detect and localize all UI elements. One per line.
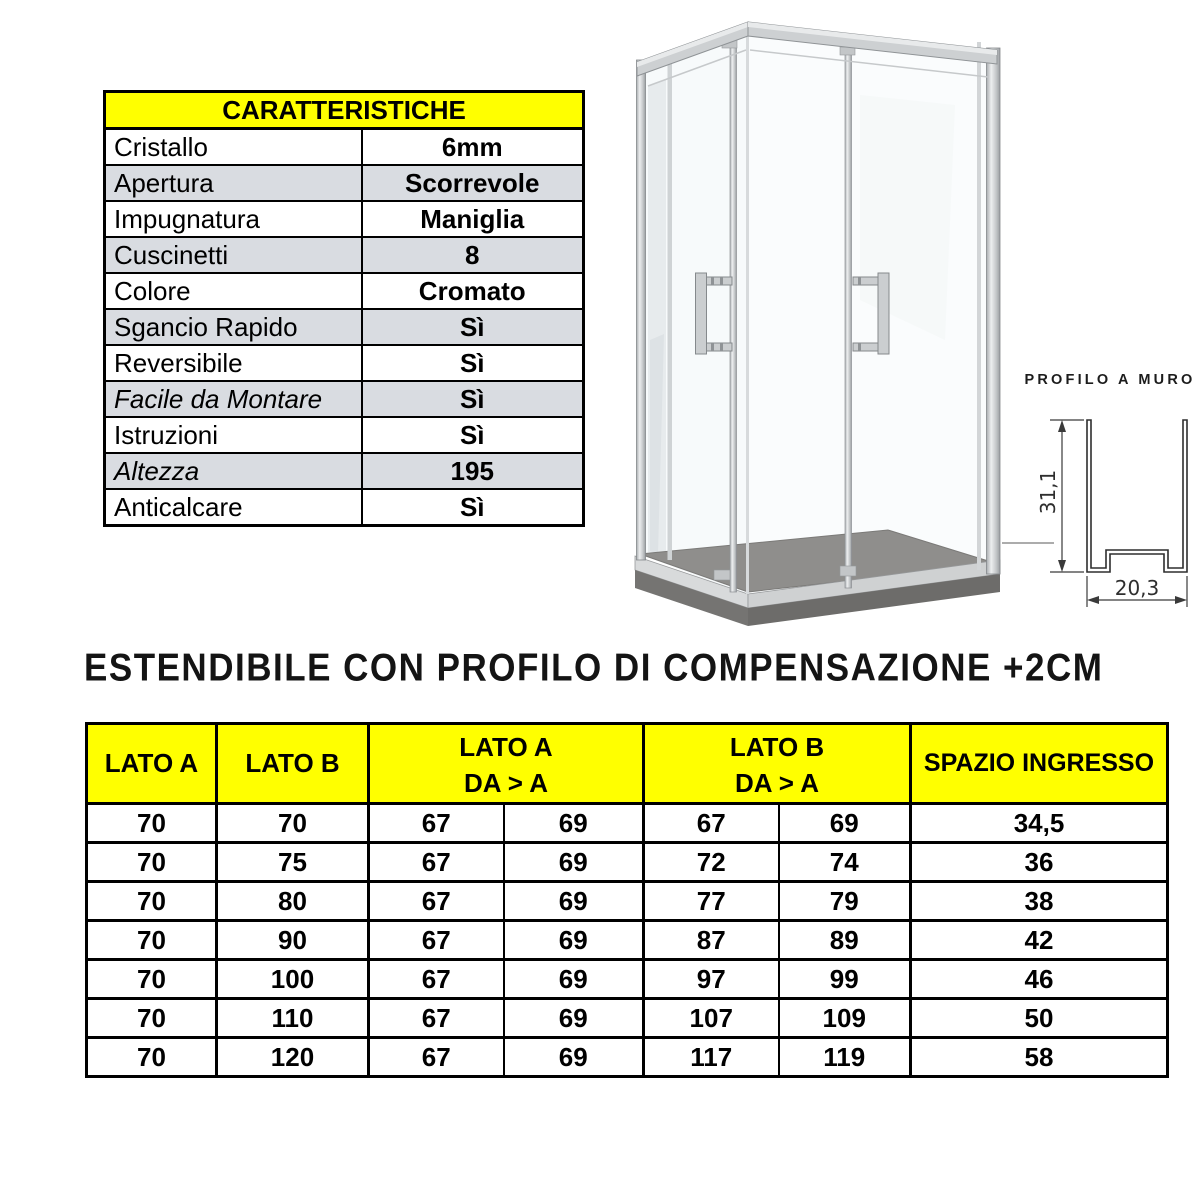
col-header-lato-a: LATO A <box>87 724 217 804</box>
width-dimension <box>1087 576 1187 607</box>
size-cell: 46 <box>911 960 1168 999</box>
col-header-line: LATO B <box>729 731 825 762</box>
spec-value: Sì <box>362 309 584 345</box>
size-cell: 70 <box>217 804 369 843</box>
size-cell: 100 <box>217 960 369 999</box>
height-dimension-value: 31,1 <box>1036 469 1060 515</box>
size-table-header-row <box>87 724 1168 804</box>
table-row <box>105 417 584 453</box>
spec-value: Scorrevole <box>362 165 584 201</box>
table-row <box>87 843 1168 882</box>
size-cell: 69 <box>504 804 644 843</box>
spec-label: Altezza <box>105 453 362 489</box>
table-row <box>105 273 584 309</box>
table-row <box>105 381 584 417</box>
col-header-lato-b: LATO B <box>217 724 369 804</box>
spec-label: Cuscinetti <box>105 237 362 273</box>
size-table <box>85 722 1169 1078</box>
size-cell: 75 <box>217 843 369 882</box>
size-cell: 36 <box>911 843 1168 882</box>
size-cell: 69 <box>504 1038 644 1077</box>
size-cell: 87 <box>644 921 779 960</box>
size-cell: 67 <box>644 804 779 843</box>
characteristics-table <box>103 90 585 527</box>
size-cell: 79 <box>779 882 911 921</box>
col-header-lato-a-range <box>369 724 644 804</box>
table-row <box>87 1038 1168 1077</box>
spec-label: Anticalcare <box>105 489 362 526</box>
size-cell: 70 <box>87 804 217 843</box>
spec-value: Sì <box>362 489 584 526</box>
size-cell: 70 <box>87 999 217 1038</box>
size-cell: 72 <box>644 843 779 882</box>
size-cell: 69 <box>504 882 644 921</box>
spec-value: 195 <box>362 453 584 489</box>
spec-label: Colore <box>105 273 362 309</box>
size-cell: 90 <box>217 921 369 960</box>
spec-label: Cristallo <box>105 129 362 166</box>
size-cell: 117 <box>644 1038 779 1077</box>
size-cell: 70 <box>87 1038 217 1077</box>
spec-label: Facile da Montare <box>105 381 362 417</box>
table-row <box>87 804 1168 843</box>
size-cell: 74 <box>779 843 911 882</box>
size-cell: 70 <box>87 921 217 960</box>
height-dimension <box>1036 420 1084 572</box>
size-cell: 38 <box>911 882 1168 921</box>
table-row <box>105 165 584 201</box>
col-header-line: LATO A <box>459 731 553 762</box>
spec-value: 6mm <box>362 129 584 166</box>
shower-enclosure-illustration <box>600 0 1200 645</box>
spec-label: Istruzioni <box>105 417 362 453</box>
profile-cross-section <box>1087 420 1187 572</box>
size-cell: 69 <box>779 804 911 843</box>
spec-value: Sì <box>362 381 584 417</box>
size-cell: 109 <box>779 999 911 1038</box>
table-row <box>87 921 1168 960</box>
size-cell: 97 <box>644 960 779 999</box>
size-cell: 70 <box>87 843 217 882</box>
col-header-lato-b-range <box>644 724 911 804</box>
table-row <box>105 453 584 489</box>
spec-value: Cromato <box>362 273 584 309</box>
table-row <box>105 237 584 273</box>
extension-heading: ESTENDIBILE CON PROFILO DI COMPENSAZIONE +2CM <box>84 646 1104 690</box>
size-cell: 69 <box>504 999 644 1038</box>
table-row <box>87 960 1168 999</box>
spec-label: Apertura <box>105 165 362 201</box>
characteristics-title: CARATTERISTICHE <box>105 92 584 129</box>
size-cell: 120 <box>217 1038 369 1077</box>
table-row <box>105 201 584 237</box>
size-cell: 67 <box>369 843 504 882</box>
size-cell: 89 <box>779 921 911 960</box>
size-cell: 67 <box>369 921 504 960</box>
spec-label: Sgancio Rapido <box>105 309 362 345</box>
size-cell: 107 <box>644 999 779 1038</box>
spec-value: 8 <box>362 237 584 273</box>
spec-label: Impugnatura <box>105 201 362 237</box>
size-cell: 67 <box>369 960 504 999</box>
table-row <box>87 999 1168 1038</box>
size-cell: 99 <box>779 960 911 999</box>
size-cell: 119 <box>779 1038 911 1077</box>
size-cell: 67 <box>369 1038 504 1077</box>
profile-label: PROFILO A MURO <box>1024 372 1196 388</box>
table-row <box>105 309 584 345</box>
spec-label: Reversibile <box>105 345 362 381</box>
size-cell: 67 <box>369 999 504 1038</box>
size-cell: 70 <box>87 960 217 999</box>
size-cell: 77 <box>644 882 779 921</box>
col-header-line: DA > A <box>463 767 549 798</box>
size-cell: 67 <box>369 882 504 921</box>
col-header-spazio-ingresso: SPAZIO INGRESSO <box>911 724 1168 804</box>
wall-profile-drawing <box>1025 372 1196 607</box>
size-cell: 69 <box>504 960 644 999</box>
size-cell: 70 <box>87 882 217 921</box>
col-header-line: DA > A <box>734 767 820 798</box>
size-cell: 67 <box>369 804 504 843</box>
size-cell: 110 <box>217 999 369 1038</box>
spec-value: Sì <box>362 417 584 453</box>
size-cell: 69 <box>504 921 644 960</box>
size-cell: 42 <box>911 921 1168 960</box>
table-row <box>105 345 584 381</box>
size-cell: 80 <box>217 882 369 921</box>
spec-value: Sì <box>362 345 584 381</box>
table-header-row <box>105 92 584 129</box>
size-cell: 50 <box>911 999 1168 1038</box>
size-cell: 58 <box>911 1038 1168 1077</box>
width-dimension-value: 20,3 <box>1114 576 1160 600</box>
spec-value: Maniglia <box>362 201 584 237</box>
table-row <box>105 489 584 526</box>
table-row <box>87 882 1168 921</box>
table-row <box>105 129 584 166</box>
size-cell: 34,5 <box>911 804 1168 843</box>
size-cell: 69 <box>504 843 644 882</box>
